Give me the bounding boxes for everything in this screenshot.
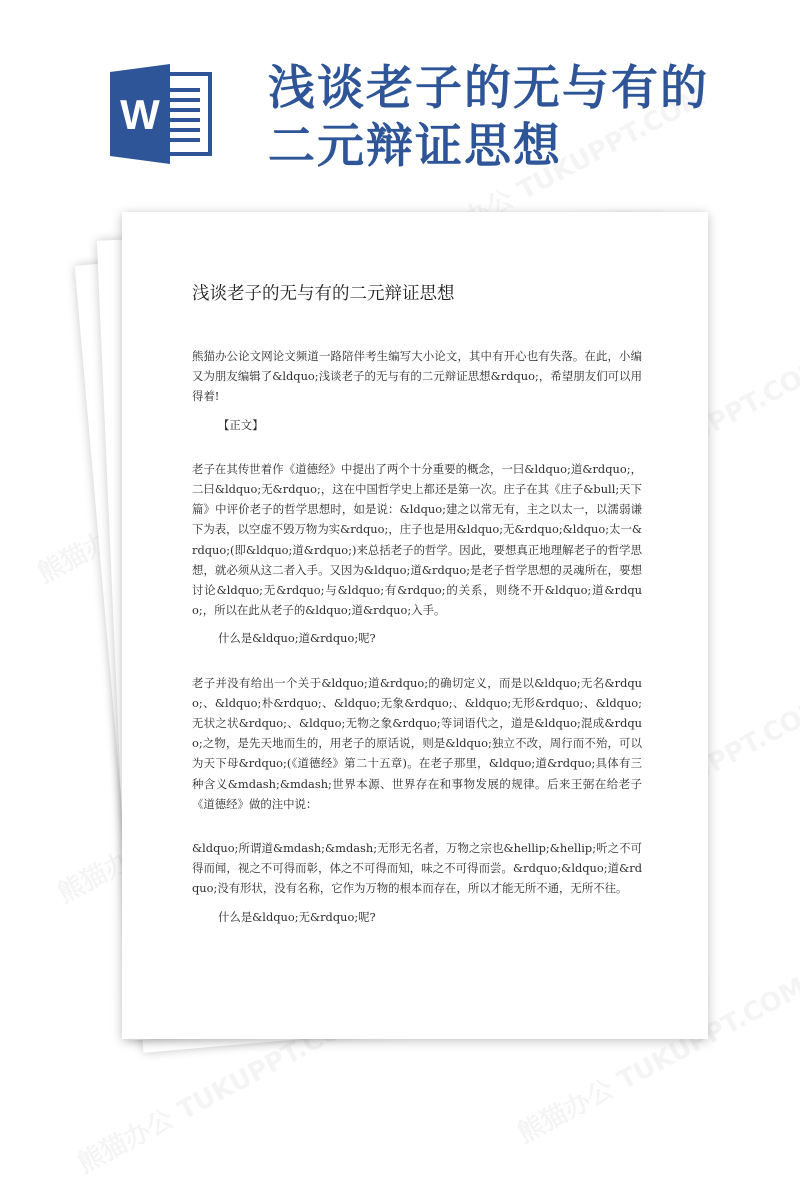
- document-body: [192, 280, 642, 927]
- document-title: 浅谈老子的无与有的二元辩证思想: [192, 284, 455, 304]
- paragraph-body: 老子并没有给出一个关于&ldquo;道&rdquo;的确切定义，而是以&ldquo;无名&rdquo;、&ldquo;朴&rdquo;、&ldquo;无象&rdquo;、&ldquo;无形&rdquo;、&ldquo;无状之状&rdquo;、&ldquo;无物之象&rdquo;等词语代之，道是&ldquo;混成&rdquo;之物，是先天地而生的，用老子的原话说，则是&ldquo;独立不改，周行而不殆，可以为天下母&rdquo;(《道德经》第二十五章)。在老子那里，&ldquo;道&rdquo;具体有三种含义&mdash;&mdash;世界本源、世界存在和事物发展的规律。后来王弼在给老子《道德经》做的注中说：: [192, 675, 642, 811]
- paragraph-question-wu: 什么是&ldquo;无&rdquo;呢?: [218, 909, 376, 924]
- paragraph-heading-zhengwen: 【正文】: [218, 417, 264, 432]
- paragraph-intro: 熊猫办公论文网论文频道一路陪伴考生编写大小论文，其中有开心也有失落。在此，小编又为朋友编辑了&ldquo;浅谈老子的无与有的二元辩证思想&rdquo;，希望朋友们可以用得着!: [192, 349, 642, 404]
- word-document-icon: [110, 64, 216, 164]
- svg-text:W: W: [120, 91, 160, 138]
- paragraph-question-dao: 什么是&ldquo;道&rdquo;呢?: [218, 631, 376, 646]
- paragraph-body: 老子在其传世着作《道德经》中提出了两个十分重要的概念，一曰&ldquo;道&rdquo;，二曰&ldquo;无&rdquo;，这在中国哲学史上都还是第一次。庄子在其《庄子&bull;天下篇》中评价老子的哲学思想时，如是说：&ldquo;建之以常无有，主之以太一，以濡弱谦下为表，以空虚不毁万物为实&rdquo;，庄子也是用&ldquo;无&rdquo;&ldquo;太一&rdquo;(即&ldquo;道&rdquo;)来总括老子的哲学。因此，要想真正地理解老子的哲学思想，就必须从这二者入手。又因为&ldquo;道&rdquo;是老子哲学思想的灵魂所在，要想讨论&ldquo;无&rdquo;与&ldquo;有&rdquo;的关系，则绕不开&ldquo;道&rdquo;，所以在此从老子的&ldquo;道&rdquo;入手。: [192, 461, 642, 618]
- paragraph-quote: &ldquo;所谓道&mdash;&mdash;无形无名者，万物之宗也&hellip;&hellip;听之不可得而闻，视之不可得而彰，体之不可得而知，味之不可得而尝。&rdquo;&ldquo;道&rdquo;没有形状，没有名称，它作为万物的根本而存在，所以才能无所不通，无所不往。: [192, 841, 642, 896]
- page-title: 浅谈老子的无与有的二元辩证思想: [268, 61, 709, 174]
